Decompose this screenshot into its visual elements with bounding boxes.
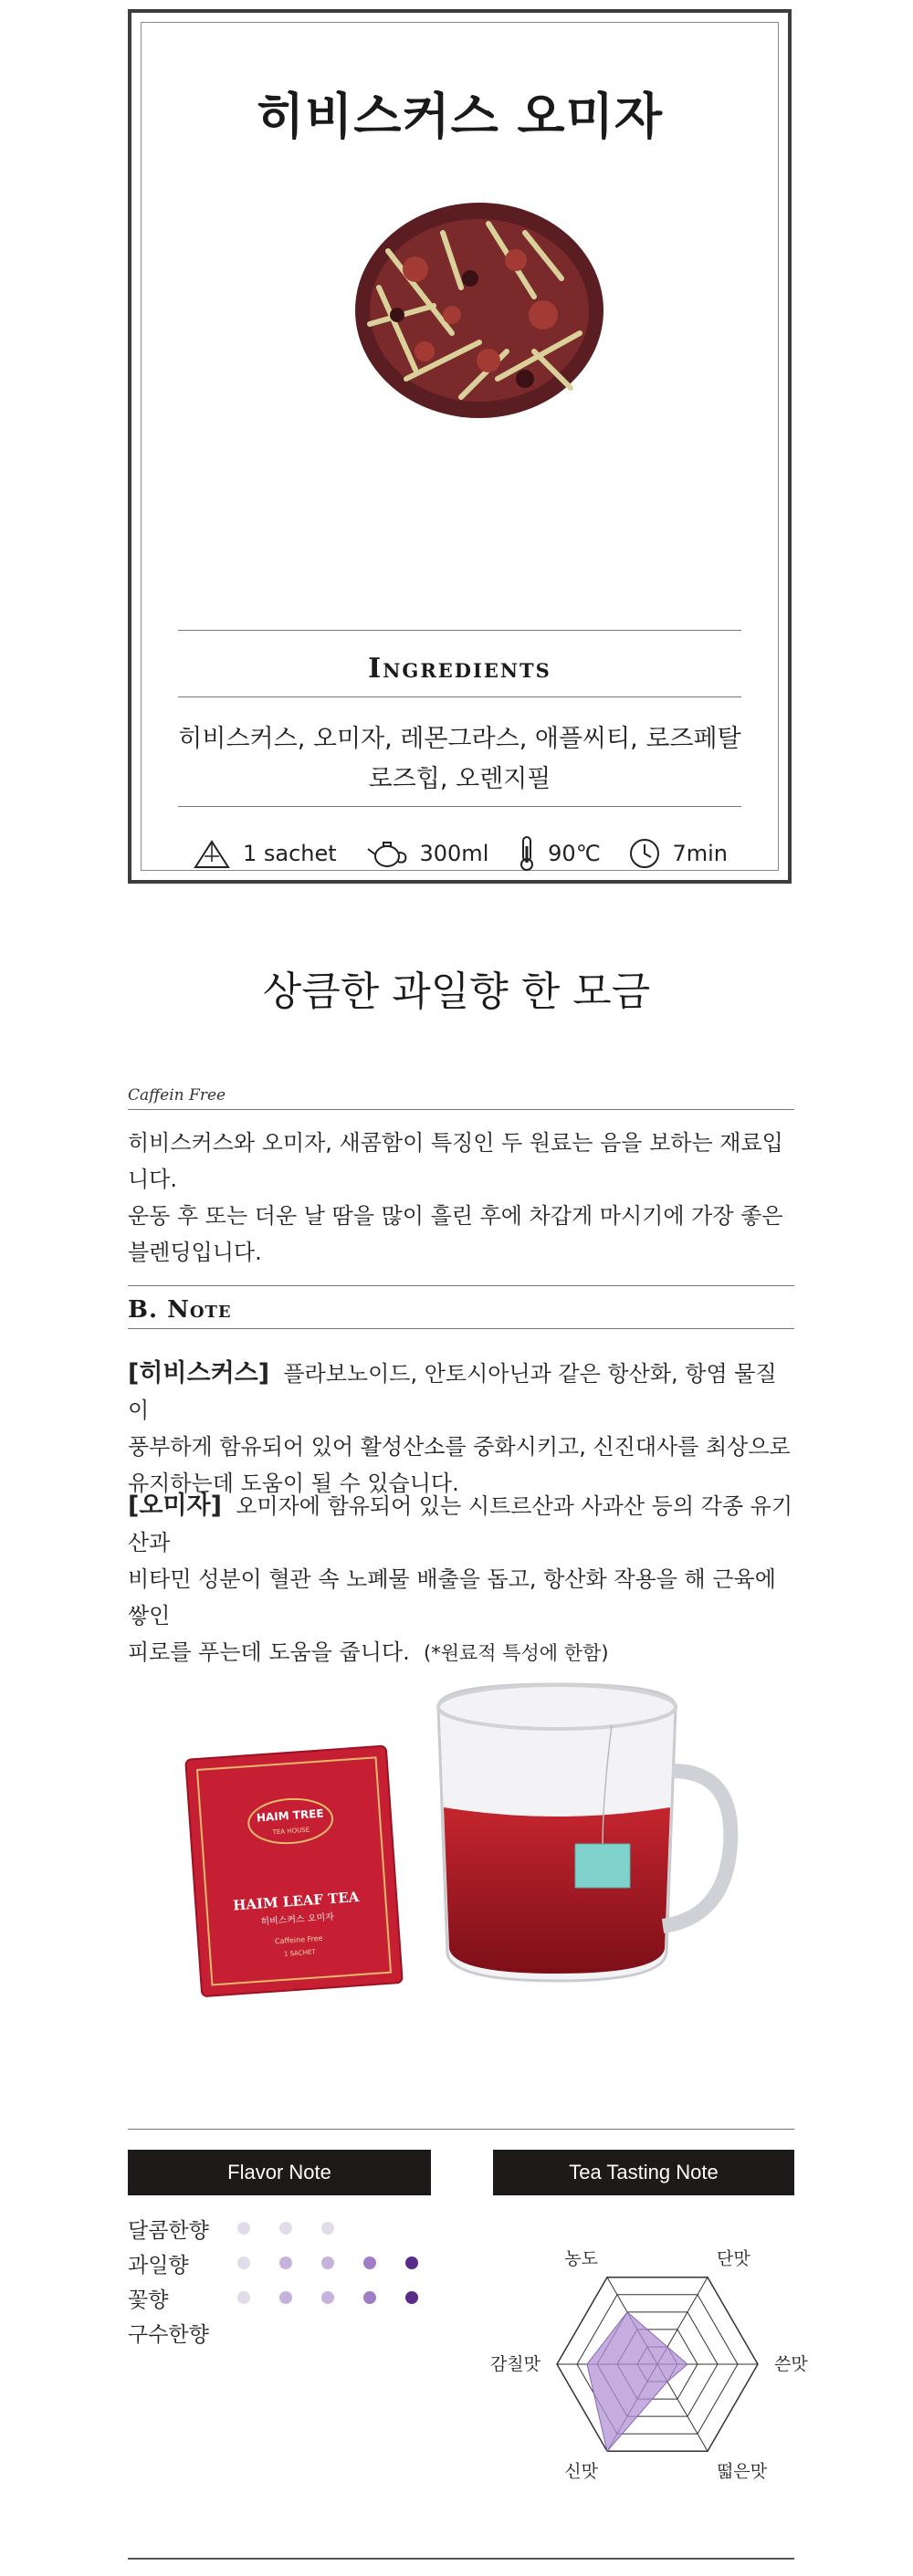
flavor-dot [363, 2291, 376, 2304]
brew-instructions [192, 835, 728, 872]
tasting-note-header: Tea Tasting Note [493, 2150, 794, 2195]
radar-axis-label: 감칠맛 [489, 2354, 540, 2374]
radar-axis-label: 단맛 [717, 2248, 750, 2269]
flavor-label: 구수한향 [128, 2322, 209, 2347]
brew-item-time [628, 837, 728, 870]
omija-tag: [오미자] [128, 1492, 222, 1520]
flavor-label: 달콤한향 [128, 2218, 209, 2243]
brew-item-water [365, 838, 489, 869]
description-line: 운동 후 또는 더운 날 땀을 많이 흘린 후에 차갑게 마시기에 가장 좋은 [128, 1203, 783, 1229]
slogan: 상큼한 과일향 한 모금 [262, 969, 651, 1015]
description-line: 블렌딩입니다. [128, 1240, 262, 1265]
brew-top-rule [178, 806, 741, 807]
hibiscus-text: 플라보노이드, 안토시아닌과 같은 항산화, 항염 물질이 [128, 1361, 777, 1423]
teapot-icon [365, 838, 409, 869]
thermometer-icon [517, 835, 537, 872]
flavor-dot [279, 2291, 292, 2304]
omija-note-line [128, 1634, 794, 1671]
flavor-label: 과일향 [128, 2253, 189, 2278]
omija-note [128, 1488, 794, 1671]
loose-tea-image [352, 196, 607, 424]
hibiscus-tag: [히비스커스] [128, 1359, 270, 1387]
radar-axis-label: 농도 [564, 2248, 598, 2269]
hibiscus-note [128, 1356, 794, 1502]
radar-axis-label: 신맛 [564, 2461, 598, 2482]
flavor-dot [237, 2257, 250, 2269]
omija-text: 피로를 푸는데 도움을 줍니다. [128, 1639, 410, 1665]
flavor-row [128, 2211, 447, 2246]
ingredients-list [178, 719, 741, 800]
sachet-caffeine: Caffeine Free [274, 1933, 323, 1946]
flavor-row [128, 2246, 447, 2280]
flavor-row [128, 2315, 447, 2350]
description-line: 히비스커스와 오미자, 새콤함이 특징인 두 원료는 음을 보하는 재료입니다. [128, 1130, 783, 1192]
radar-axis-label: 쓴맛 [774, 2354, 808, 2374]
bnote-top-rule [128, 1285, 794, 1286]
hibiscus-text: 유지하는데 도움이 될 수 있습니다. [128, 1471, 459, 1496]
bottom-rule [128, 2558, 794, 2560]
brew-time-label: 7min [672, 841, 728, 866]
ingredients-top-rule [178, 630, 741, 631]
ingredients-line: 로즈힙, 오렌지필 [368, 765, 551, 793]
omija-disclaimer: (*원료적 특성에 한함) [424, 1642, 609, 1664]
sachet-count: 1 SACHET [283, 1948, 316, 1958]
flavor-dot [237, 2222, 250, 2235]
flavor-dot [279, 2222, 292, 2235]
sachet-brand: HAIM TREE [256, 1806, 325, 1825]
omija-note-line [128, 1488, 794, 1561]
brew-item-sachet [192, 838, 337, 869]
flavor-dot [321, 2222, 334, 2235]
flavor-dot [405, 2291, 418, 2304]
flavor-dot [321, 2257, 334, 2269]
flavor-dot [405, 2257, 418, 2269]
ingredients-heading: Ingredients [368, 653, 551, 685]
hibiscus-note-line [128, 1356, 794, 1429]
flavor-dot [363, 2257, 376, 2269]
product-photo [173, 1670, 758, 2036]
flavor-label: 꽃향 [128, 2288, 169, 2312]
flavor-dot [237, 2291, 250, 2304]
radar-value-area [587, 2312, 687, 2451]
tea-bag-icon [192, 838, 232, 869]
brew-temp-label: 90℃ [548, 841, 601, 866]
ingredients-line: 히비스커스, 오미자, 레몬그라스, 애플씨티, 로즈페탈 [178, 725, 741, 753]
brew-sachet-label: 1 sachet [243, 841, 337, 866]
flavor-note-list [128, 2211, 447, 2350]
caffein-rule [128, 1109, 794, 1110]
clock-icon [628, 837, 661, 870]
omija-text: 오미자에 함유되어 있는 시트르산과 사과산 등의 각종 유기산과 [128, 1493, 793, 1555]
caffein-label: Caffein Free [128, 1086, 226, 1105]
flavor-note-header: Flavor Note [128, 2150, 431, 2195]
bnote-bottom-rule [128, 1328, 794, 1329]
bnote-heading: B. Note [128, 1296, 232, 1324]
sachet-product-ko: 히비스커스 오미자 [260, 1911, 335, 1928]
product-title: 히비스커스 오미자 [256, 88, 664, 145]
radar-axis-label: 떫은맛 [717, 2461, 768, 2482]
hibiscus-text: 풍부하게 함유되어 있어 활성산소를 중화시키고, 신진대사를 최상으로 [128, 1434, 791, 1460]
tasting-radar-chart [484, 2227, 831, 2501]
sachet-brand-sub: TEA HOUSE [272, 1826, 310, 1837]
flavor-dot [279, 2257, 292, 2269]
brew-item-temp [517, 835, 601, 872]
sachet-product: HAIM LEAF TEA [232, 1888, 360, 1914]
product-card [128, 9, 792, 884]
ingredients-mid-rule [178, 696, 741, 697]
flavor-row [128, 2280, 447, 2315]
description [128, 1125, 794, 1271]
brew-water-label: 300ml [419, 841, 489, 866]
flavor-dot [321, 2291, 334, 2304]
product-card-inner [141, 22, 779, 871]
notes-top-rule [128, 2129, 794, 2130]
omija-text: 비타민 성분이 혈관 속 노폐물 배출을 돕고, 항산화 작용을 해 근육에 쌓인 [128, 1566, 776, 1628]
